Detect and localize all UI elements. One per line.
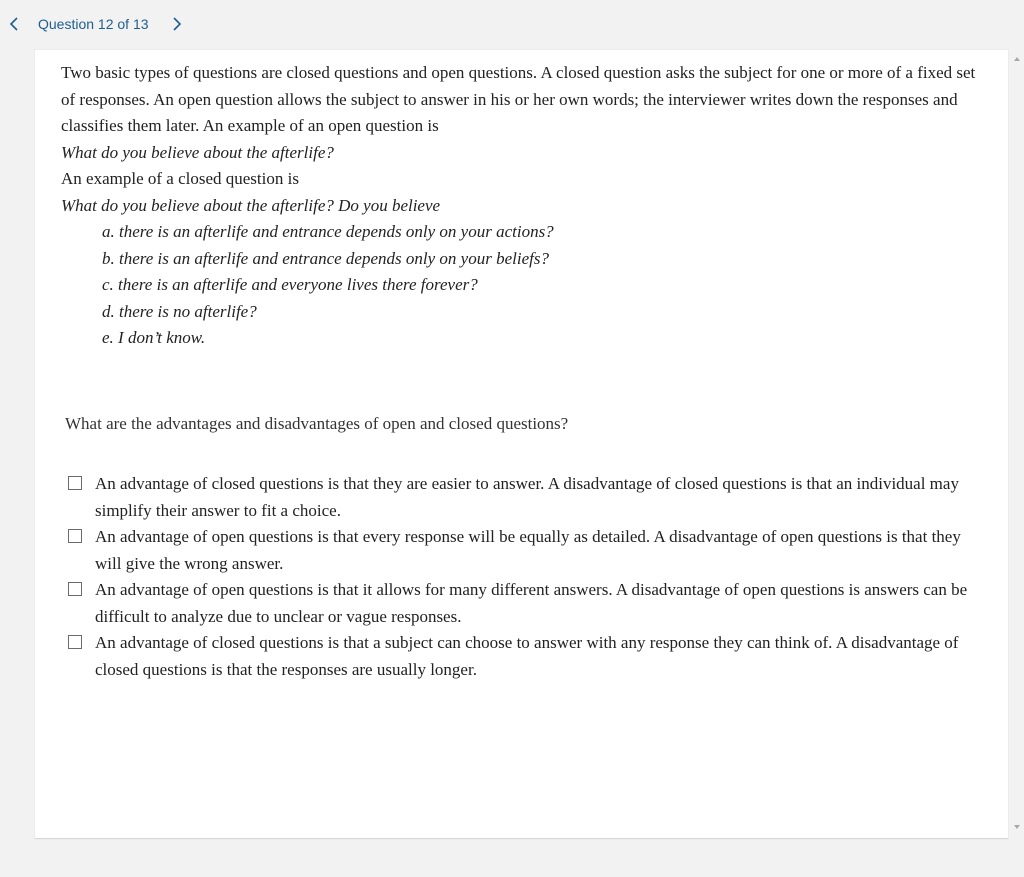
checkbox[interactable]: [68, 476, 82, 490]
answer-choice-text: An advantage of open questions is that it allows for many different answers. A disadvantage of open questions is answers can be difficult to analyze due to unclear or vague responses.: [95, 580, 968, 626]
checkbox[interactable]: [68, 582, 82, 596]
answer-choice[interactable]: [68, 630, 988, 683]
open-question-example: What do you believe about the afterlife?: [61, 142, 334, 162]
answer-choice-text: An advantage of closed questions is that they are easier to answer. A disadvantage of closed questions is that an individual may simplify their answer to fit a choice.: [95, 474, 959, 520]
closed-question-example: What do you believe about the afterlife? Do you believe: [61, 195, 441, 215]
example-option: d. there is no afterlife?: [102, 301, 257, 321]
question-passage: [61, 60, 991, 352]
example-option: e. I don’t know.: [102, 328, 206, 347]
answer-choice[interactable]: [68, 471, 988, 524]
next-question-button[interactable]: [167, 12, 187, 36]
answer-choice-text: An advantage of open questions is that every response will be equally as detailed. A disadvantage of open questions is that they will give the wrong answer.: [95, 527, 961, 573]
passage-intro: Two basic types of questions are closed questions and open questions. A closed question asks the subject for one or more of a fixed set of responses. An open question allows the subject to answer in his or her own words; the interviewer writes down the responses and classifies them later. An example of an open question is: [61, 63, 976, 135]
example-option: b. there is an afterlife and entrance depends only on your beliefs?: [102, 248, 549, 268]
answer-choice[interactable]: [68, 524, 988, 577]
answer-choice-text: An advantage of closed questions is that a subject can choose to answer with any response they can think of. A disadvantage of closed questions is that the responses are usually longer.: [95, 633, 959, 679]
chevron-left-icon: [9, 17, 19, 31]
question-navigation: [0, 0, 1024, 48]
question-counter: Question 12 of 13: [38, 16, 149, 32]
scroll-up-arrow-icon[interactable]: [1012, 54, 1022, 64]
closed-question-intro: An example of a closed question is: [61, 169, 299, 188]
example-option: c. there is an afterlife and everyone lives there forever?: [102, 275, 478, 294]
example-option: a. there is an afterlife and entrance depends only on your actions?: [102, 222, 554, 241]
answer-choice[interactable]: [68, 577, 988, 630]
scroll-down-arrow-icon[interactable]: [1012, 822, 1022, 832]
previous-question-button[interactable]: [4, 12, 24, 36]
checkbox[interactable]: [68, 635, 82, 649]
question-prompt: What are the advantages and disadvantages of open and closed questions?: [65, 414, 569, 433]
chevron-right-icon: [172, 17, 182, 31]
checkbox[interactable]: [68, 529, 82, 543]
answer-choices: [68, 471, 988, 683]
